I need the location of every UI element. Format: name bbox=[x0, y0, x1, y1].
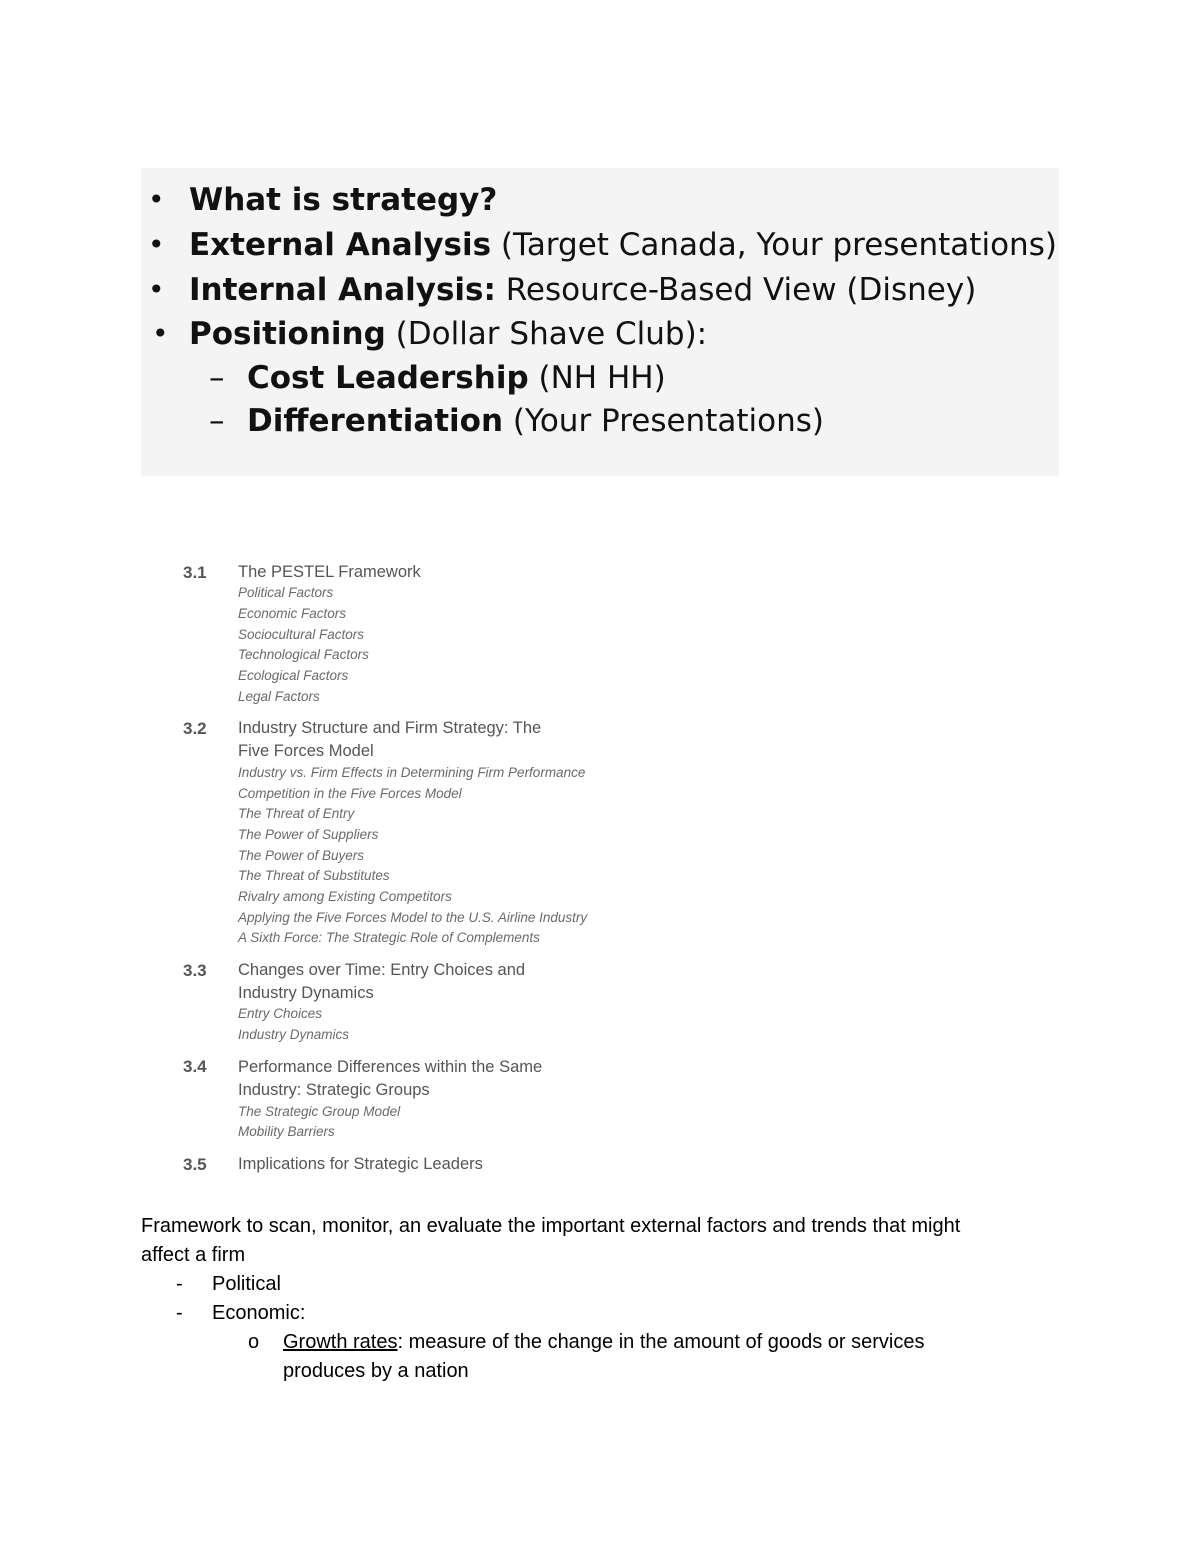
bullet-icon: • bbox=[148, 183, 165, 216]
slide-item: External Analysis (Target Canada, Your presentations) bbox=[189, 227, 1057, 263]
dash-icon: – bbox=[209, 403, 225, 439]
growth-rates-item-cont: produces by a nation bbox=[283, 1360, 469, 1382]
subsection: The Threat of Entry bbox=[238, 806, 355, 821]
subsection: Applying the Five Forces Model to the U.S. Airline Industry bbox=[238, 910, 588, 925]
notes-intro: affect a firm bbox=[141, 1244, 246, 1266]
bullet-icon: • bbox=[148, 273, 165, 306]
dash-icon: - bbox=[176, 1273, 183, 1295]
section-number: 3.1 bbox=[183, 563, 207, 582]
subsection: The Threat of Substitutes bbox=[238, 868, 390, 883]
section-title: Industry: Strategic Groups bbox=[238, 1081, 430, 1099]
subsection: Industry Dynamics bbox=[238, 1027, 350, 1042]
subsection: Technological Factors bbox=[238, 647, 369, 662]
subsection: Sociocultural Factors bbox=[238, 627, 365, 642]
slide-screenshot bbox=[141, 168, 1059, 476]
growth-rates-item: Growth rates: measure of the change in the amount of goods or services bbox=[283, 1331, 925, 1353]
subsection: Ecological Factors bbox=[238, 668, 349, 683]
slide-subitem: Cost Leadership (NH HH) bbox=[247, 360, 666, 396]
subsection: Competition in the Five Forces Model bbox=[238, 786, 462, 801]
section-number: 3.2 bbox=[183, 719, 207, 738]
subsection: Political Factors bbox=[238, 585, 334, 600]
bullet-icon: • bbox=[148, 228, 165, 261]
list-item: Economic: bbox=[212, 1302, 306, 1324]
subsection: The Strategic Group Model bbox=[238, 1104, 401, 1119]
section-number: 3.4 bbox=[183, 1057, 207, 1076]
subsection: A Sixth Force: The Strategic Role of Complements bbox=[238, 930, 540, 945]
section-title: Changes over Time: Entry Choices and bbox=[238, 961, 526, 979]
notes-intro: Framework to scan, monitor, an evaluate the important external factors and trends that might bbox=[141, 1215, 961, 1237]
slide-item: What is strategy? bbox=[189, 182, 498, 218]
section-title: The PESTEL Framework bbox=[238, 563, 421, 581]
subsection: The Power of Suppliers bbox=[238, 827, 379, 842]
subsection: Rivalry among Existing Competitors bbox=[238, 889, 452, 904]
section-number: 3.3 bbox=[183, 961, 207, 980]
slide-item: Positioning (Dollar Shave Club): bbox=[189, 316, 708, 352]
subsection: Entry Choices bbox=[238, 1006, 323, 1021]
dash-icon: – bbox=[209, 360, 225, 396]
section-title: Industry Structure and Firm Strategy: The bbox=[238, 719, 542, 737]
section-number: 3.5 bbox=[183, 1155, 207, 1174]
subsection: Economic Factors bbox=[238, 606, 347, 621]
bullet-icon: • bbox=[152, 317, 169, 350]
slide-item: Internal Analysis: Resource-Based View (Disney) bbox=[189, 272, 977, 308]
slide-subitem: Differentiation (Your Presentations) bbox=[247, 403, 824, 439]
section-title: Industry Dynamics bbox=[238, 984, 374, 1002]
dash-icon: - bbox=[176, 1302, 183, 1324]
subsection: Industry vs. Firm Effects in Determining Firm Performance bbox=[238, 765, 586, 780]
section-title: Five Forces Model bbox=[238, 742, 374, 760]
list-item: Political bbox=[212, 1273, 281, 1295]
circle-bullet-icon: o bbox=[248, 1331, 260, 1353]
section-title: Performance Differences within the Same bbox=[238, 1058, 543, 1076]
subsection: The Power of Buyers bbox=[238, 848, 365, 863]
subsection: Legal Factors bbox=[238, 689, 320, 704]
subsection: Mobility Barriers bbox=[238, 1124, 335, 1139]
section-title: Implications for Strategic Leaders bbox=[238, 1155, 483, 1173]
